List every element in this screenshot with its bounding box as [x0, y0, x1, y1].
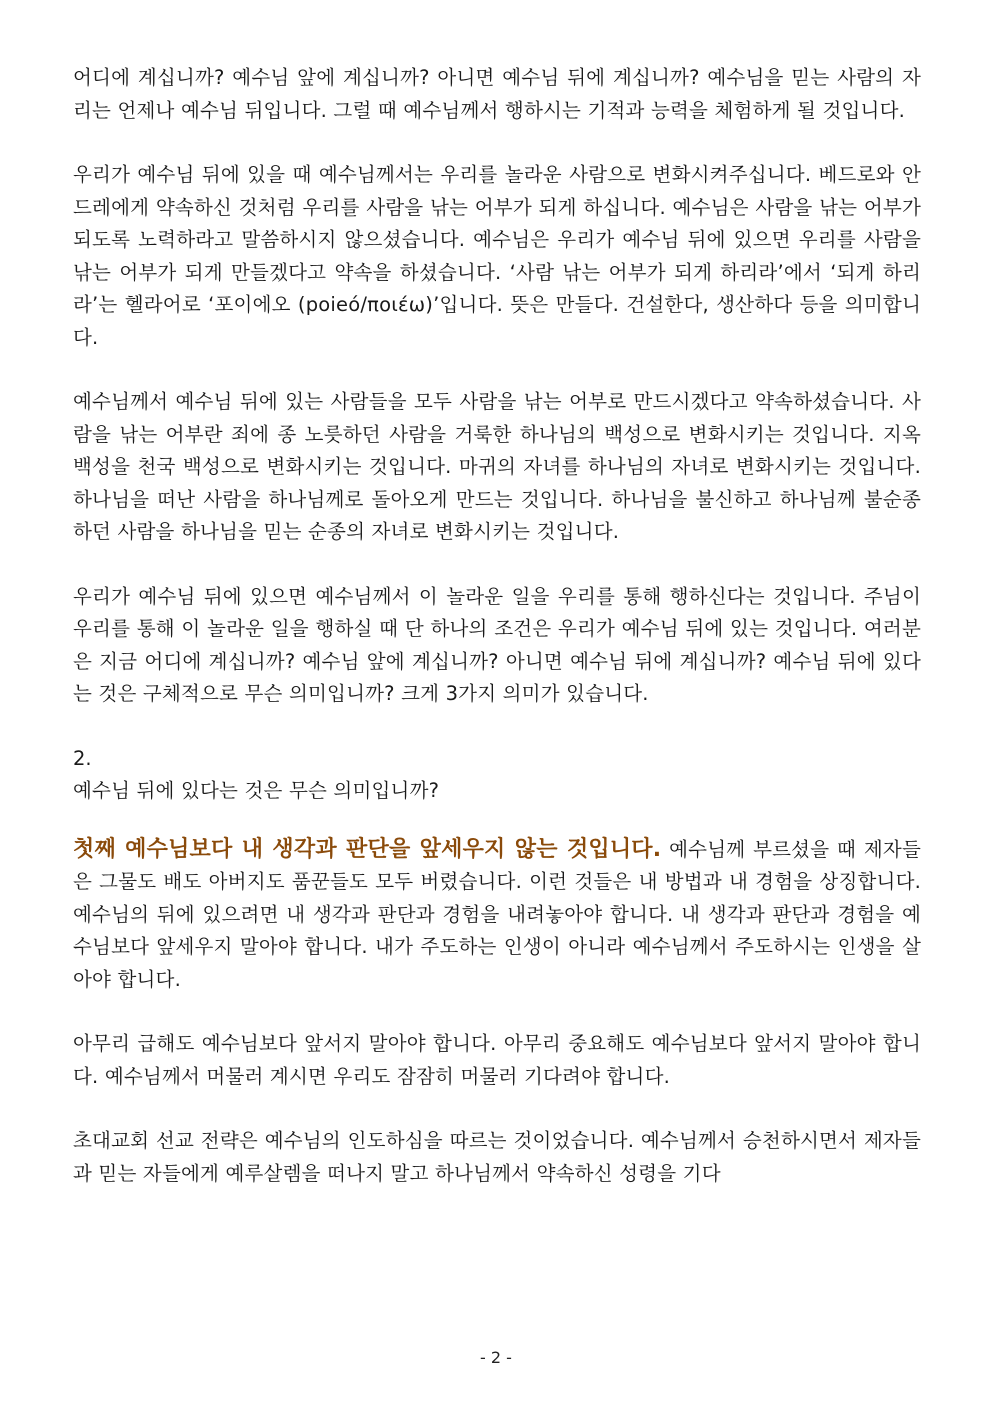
paragraph-3: 예수님께서 예수님 뒤에 있는 사람들을 모두 사람을 낚는 어부로 만드시겠다고 약속하셨습니다. 사람을 낚는 어부란 죄에 종 노릇하던 사람을 거룩한 하나님의 백성으로 변화시키는 것입니다. 지옥 백성을 천국 백성으로 변화시키는 것입니다. 마귀의 자녀를 하나님의 자녀로 변화시키는 것입니다. 하나님을 떠난 사람을 하나님께로 돌아오게 만드는 것입니다. 하나님을 불신하고 하나님께 불순종하던 사람을 하나님을 믿는 순종의 자녀로 변화시키는 것입니다.	[73, 390, 921, 543]
point-heading: 첫째 예수님보다 내 생각과 판단을 앞세우지 않는 것입니다.	[73, 836, 662, 862]
point-paragraph	[73, 834, 921, 997]
section-question: 예수님 뒤에 있다는 것은 무슨 의미입니까?	[73, 779, 440, 802]
paragraph-1: 어디에 계십니까? 예수님 앞에 계십니까? 아니면 예수님 뒤에 계십니까? 예수님을 믿는 사람의 자리는 언제나 예수님 뒤입니다. 그럴 때 예수님께서 행하시는 기적과 능력을 체험하게 될 것입니다.	[73, 66, 921, 122]
paragraph-4: 우리가 예수님 뒤에 있으면 예수님께서 이 놀라운 일을 우리를 통해 행하신다는 것입니다. 주님이 우리를 통해 이 놀라운 일을 행하실 때 단 하나의 조건은 우리가 예수님 뒤에 있는 것입니다. 여러분은 지금 어디에 계십니까? 예수님 앞에 계십니까? 아니면 예수님 뒤에 계십니까? 예수님 뒤에 있다는 것은 구체적으로 무슨 의미입니까? 크게 3가지 의미가 있습니다.	[73, 584, 921, 705]
page-number: - 2 -	[480, 1348, 512, 1367]
document-page	[73, 62, 921, 1190]
paragraph-2: 우리가 예수님 뒤에 있을 때 예수님께서는 우리를 놀라운 사람으로 변화시켜주십니다. 베드로와 안드레에게 약속하신 것처럼 우리를 사람을 낚는 어부가 되게 하십니다. 예수님은 사람을 낚는 어부가 되도록 노력하라고 말씀하시지 않으셨습니다. 예수님은 우리가 예수님 뒤에 있으면 우리를 사람을 낚는 어부가 되게 만들겠다고 약속을 하셨습니다. ‘사람 낚는 어부가 되게 하리라’에서 ‘되게 하리라’는 헬라어로 ‘포이에오 (poieó/ποιέω)’입니다. 뜻은 만들다. 건설한다, 생산하다 등을 의미합니다.	[73, 163, 921, 349]
point-body: 예수님께 부르셨을 때 제자들은 그물도 배도 아버지도 품꾼들도 모두 버렸습니다. 이런 것들은 내 방법과 내 경험을 상징합니다. 예수님의 뒤에 있으려면 내 생각과 판단과 경험을 내려놓아야 합니다. 내 생각과 판단과 경험을 예수님보다 앞세우지 말아야 합니다. 내가 주도하는 인생이 아니라 예수님께서 주도하시는 인생을 살아야 합니다.	[73, 837, 921, 991]
paragraph-after-2: 초대교회 선교 전략은 예수님의 인도하심을 따르는 것이었습니다. 예수님께서 승천하시면서 제자들과 믿는 자들에게 예루살렘을 떠나지 말고 하나님께서 약속하신 성령을 기다	[73, 1129, 921, 1185]
paragraph-after-1: 아무리 급해도 예수님보다 앞서지 말아야 합니다. 아무리 중요해도 예수님보다 앞서지 말아야 합니다. 예수님께서 머물러 계시면 우리도 잠잠히 머물러 기다려야 합니다.	[73, 1032, 921, 1088]
section-number: 2.	[73, 746, 92, 770]
